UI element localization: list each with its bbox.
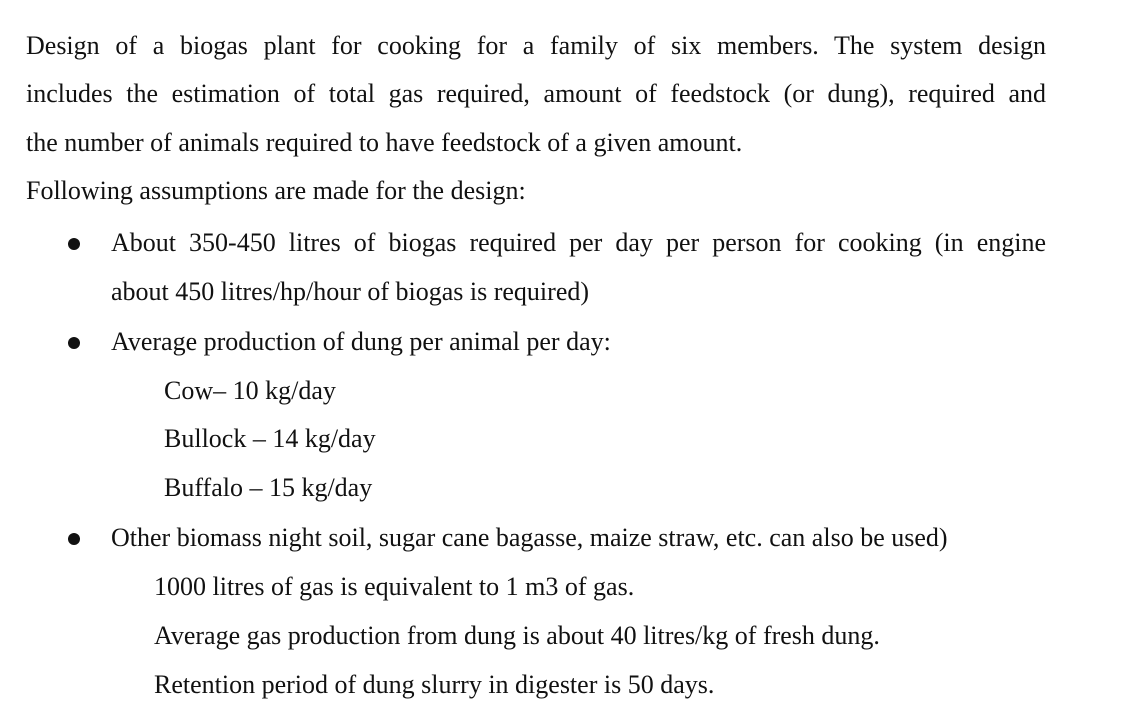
dung-cow-item: Cow– 10 kg/day xyxy=(164,376,336,405)
intro-line-1: Design of a biogas plant for cooking for a family of six members. The system design xyxy=(26,31,1046,60)
gas-equivalence-note: 1000 litres of gas is equivalent to 1 m3 of gas. xyxy=(154,572,635,601)
intro-line-2: includes the estimation of total gas required, amount of feedstock (or dung), required and xyxy=(26,79,1046,108)
bullet-icon xyxy=(68,533,80,545)
bullet-2-line-1: Average production of dung per animal per day: xyxy=(111,327,611,356)
bullet-icon xyxy=(68,337,80,349)
bullet-3-line-1: Other biomass night soil, sugar cane bagasse, maize straw, etc. can also be used) xyxy=(111,523,948,552)
dung-buffalo-item: Buffalo – 15 kg/day xyxy=(164,473,373,502)
bullet-1-line-1: About 350-450 litres of biogas required per day per person for cooking (in engine xyxy=(111,228,1046,257)
dung-bullock-item: Bullock – 14 kg/day xyxy=(164,424,376,453)
retention-period-note: Retention period of dung slurry in digester is 50 days. xyxy=(154,670,715,699)
bullet-1-line-2: about 450 litres/hp/hour of biogas is required) xyxy=(111,277,590,306)
gas-production-note: Average gas production from dung is about 40 litres/kg of fresh dung. xyxy=(154,621,880,650)
bullet-icon xyxy=(68,238,80,250)
intro-line-3: the number of animals required to have feedstock of a given amount. xyxy=(26,128,743,157)
assumptions-heading: Following assumptions are made for the design: xyxy=(26,176,526,205)
